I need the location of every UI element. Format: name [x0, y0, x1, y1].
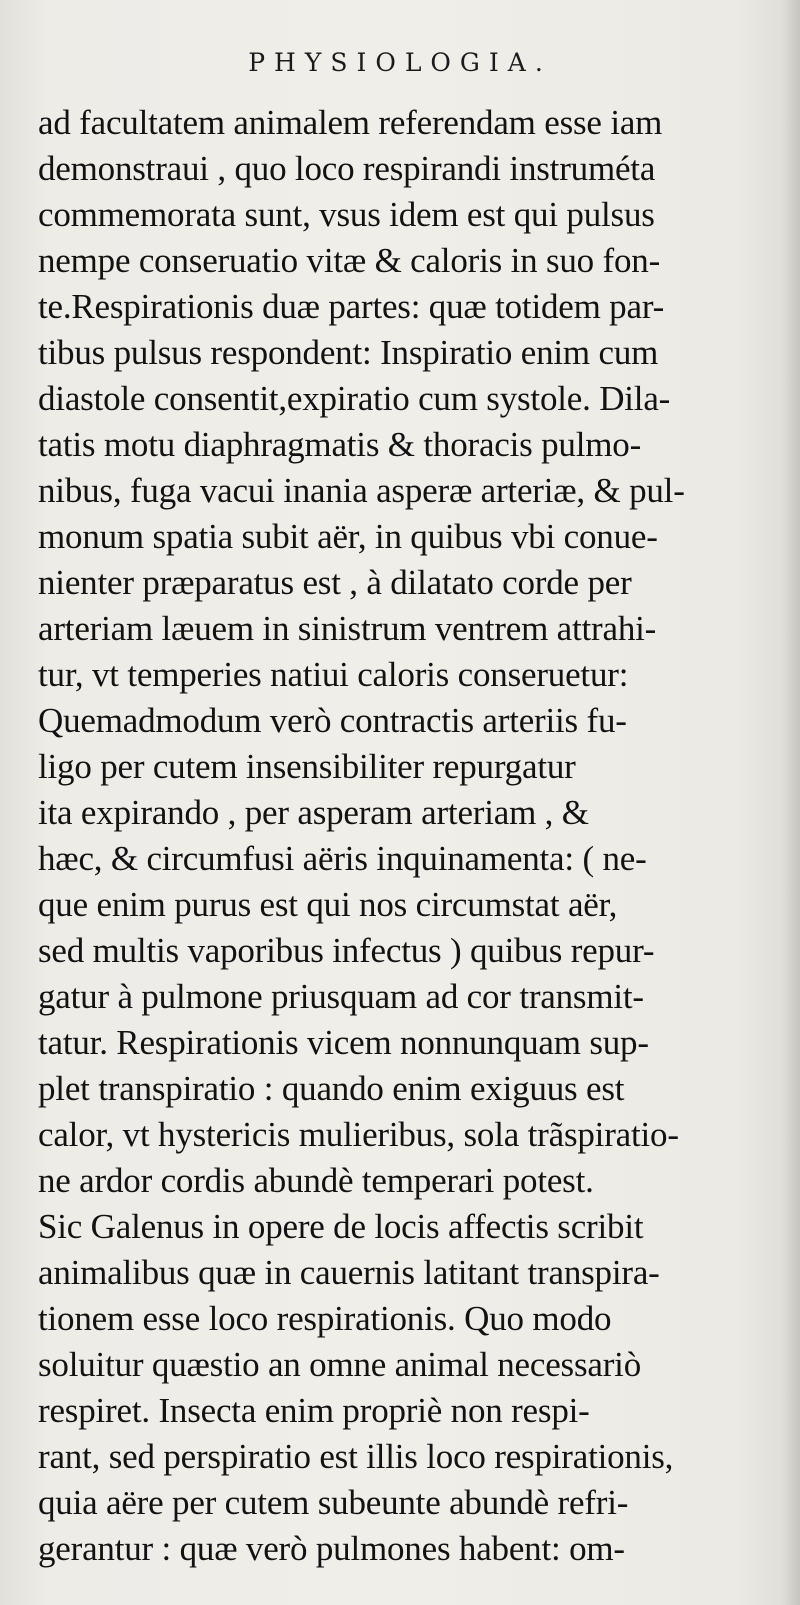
text-line: soluitur quæstio an omne animal necessariò [38, 1345, 642, 1384]
text-line: plet transpiratio : quando enim exiguus est [38, 1069, 625, 1108]
text-line: ita expirando , per asperam arteriam , & [38, 793, 589, 832]
text-line: tibus pulsus respondent: Inspiratio enim cum [38, 333, 659, 372]
text-line: gatur à pulmone priusquam ad cor transmit- [38, 977, 644, 1016]
text-line: nienter præparatus est , à dilatato corde per [38, 563, 632, 602]
text-line: Quemadmodum verò contractis arteriis fu- [38, 701, 627, 740]
text-line: demonstraui , quo loco respirandi instruméta [38, 149, 656, 188]
text-line: tionem esse loco respirationis. Quo modo [38, 1299, 612, 1338]
text-line: monum spatia subit aër, in quibus vbi conue- [38, 517, 658, 556]
text-line: Sic Galenus in opere de locis affectis scribit [38, 1207, 644, 1246]
text-line: hæc, & circumfusi aëris inquinamenta: ( ne- [38, 839, 647, 878]
text-line: que enim purus est qui nos circumstat aër, [38, 885, 618, 924]
text-line: te.Respirationis duæ partes: quæ totidem par- [38, 287, 665, 326]
page-edge-shadow [782, 0, 800, 1605]
running-head: PHYSIOLOGIA. [248, 48, 552, 77]
text-line: tatis motu diaphragmatis & thoracis pulmo- [38, 425, 642, 464]
text-line: gerantur : quæ verò pulmones habent: om- [38, 1529, 625, 1568]
text-line: calor, vt hystericis mulieribus, sola trãspiratio- [38, 1115, 679, 1154]
text-line: ligo per cutem insensibiliter repurgatur [38, 747, 576, 786]
text-line: arteriam læuem in sinistrum ventrem attrahi- [38, 609, 657, 648]
text-line: animalibus quæ in cauernis latitant transpira- [38, 1253, 660, 1292]
text-line: nempe conseruatio vitæ & caloris in suo fon- [38, 241, 661, 280]
text-line: respiret. Insecta enim propriè non respi- [38, 1391, 590, 1430]
text-line: quia aëre per cutem subeunte abundè refri- [38, 1483, 629, 1522]
text-line: nibus, fuga vacui inania asperæ arteriæ, & pul- [38, 471, 685, 510]
text-line: commemorata sunt, vsus idem est qui pulsus [38, 195, 655, 234]
text-line: ad facultatem animalem referendam esse iam [38, 103, 663, 142]
text-line: rant, sed perspiratio est illis loco respirationis, [38, 1437, 674, 1476]
text-line: tur, vt temperies natiui caloris conseruetur: [38, 655, 629, 694]
text-line: tatur. Respirationis vicem nonnunquam sup- [38, 1023, 649, 1062]
text-line: diastole consentit,expiratio cum systole. Dila- [38, 379, 671, 418]
text-block [38, 100, 768, 1572]
text-line: ne ardor cordis abundè temperari potest. [38, 1161, 594, 1200]
text-line: sed multis vaporibus infectus ) quibus repur- [38, 931, 655, 970]
